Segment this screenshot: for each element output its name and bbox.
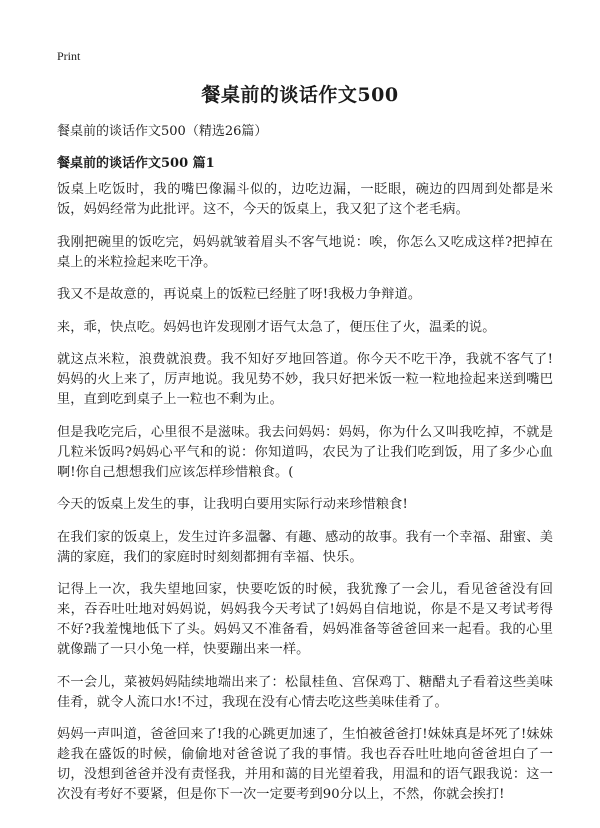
- paragraph: 来，乖，快点吃。妈妈也许发现刚才语气太急了，便压住了火，温柔的说。: [57, 319, 496, 335]
- paragraph: 但是我吃完后，心里很不是滋味。我去问妈妈：妈妈，你为什么又叫我吃掉，不就是几粒米饭吗?妈妈心平气和的说：你知道吗，农民为了让我们吃到饭，用了多少心血啊!你自己想想我们应该怎样珍惜粮食。(: [57, 424, 553, 480]
- paragraph: 我又不是故意的，再说桌上的饭粒已经脏了呀!我极力争辩道。: [57, 287, 422, 302]
- paragraph: 我刚把碗里的饭吃完，妈妈就皱着眉头不客气地说：唉，你怎么又吃成这样?把掉在桌上的米粒捡起来吃干净。: [57, 234, 553, 270]
- paragraph: 记得上一次，我失望地回家，快要吃饭的时候，我犹豫了一会儿，看见爸爸没有回来，吞吞吐吐地对妈妈说，妈妈我今天考试了!妈妈自信地说，你是不是又考试考得不好?我羞愧地低下了头。妈妈又不准备看，妈妈准备等爸爸回来一起看。我的心里就像踹了一只小兔一样，快要蹦出来一样。: [57, 582, 553, 657]
- paragraph: 在我们家的饭桌上，发生过许多温馨、有趣、感动的故事。我有一个幸福、甜蜜、美满的家庭，我们的家庭时时刻刻都拥有幸福、快乐。: [57, 529, 553, 565]
- article-subtitle: 餐桌前的谈话作文500（精选26篇）: [57, 124, 268, 139]
- paragraph: 就这点米粒，浪费就浪费。我不知好歹地回答道。你今天不吃干净，我就不客气了!妈妈的火上来了，厉声地说。我见势不妙，我只好把米饭一粒一粒地捡起来送到嘴巴里，直到吃到桌子上一粒也不剩为止。: [57, 352, 553, 407]
- paragraph: 妈妈一声叫道，爸爸回来了!我的心跳更加速了，生怕被爸爸打!妹妹真是坏死了!妹妹趁我在盛饭的时候，偷偷地对爸爸说了我的事情。我也吞吞吐吐地向爸爸坦白了一切，没想到爸爸并没有责怪我，并用和蔼的目光望着我，用温和的语气跟我说：这一次没有考好不要紧，但是你下一次一定要考到90分以上，不然，你就会挨打!: [57, 727, 553, 802]
- paragraph: 今天的饭桌上发生的事，让我明白要用实际行动来珍惜粮食!: [57, 497, 408, 512]
- print-link[interactable]: Print: [57, 49, 81, 63]
- paragraph: 饭桌上吃饭时，我的嘴巴像漏斗似的，边吃边漏，一眨眼，碗边的四周到处都是米饭，妈妈经常为此批评。这不，今天的饭桌上，我又犯了这个老毛病。: [57, 182, 553, 217]
- section-heading: 餐桌前的谈话作文500 篇1: [57, 156, 215, 171]
- paragraph: 不一会儿，菜被妈妈陆续地端出来了：松鼠桂鱼、宫保鸡丁、糖醋丸子看着这些美味佳肴，就令人流口水!不过，我现在没有心情去吃这些美味佳肴了。: [57, 674, 553, 710]
- page-title: 餐桌前的谈话作文500: [201, 84, 399, 106]
- article-body: [57, 180, 553, 818]
